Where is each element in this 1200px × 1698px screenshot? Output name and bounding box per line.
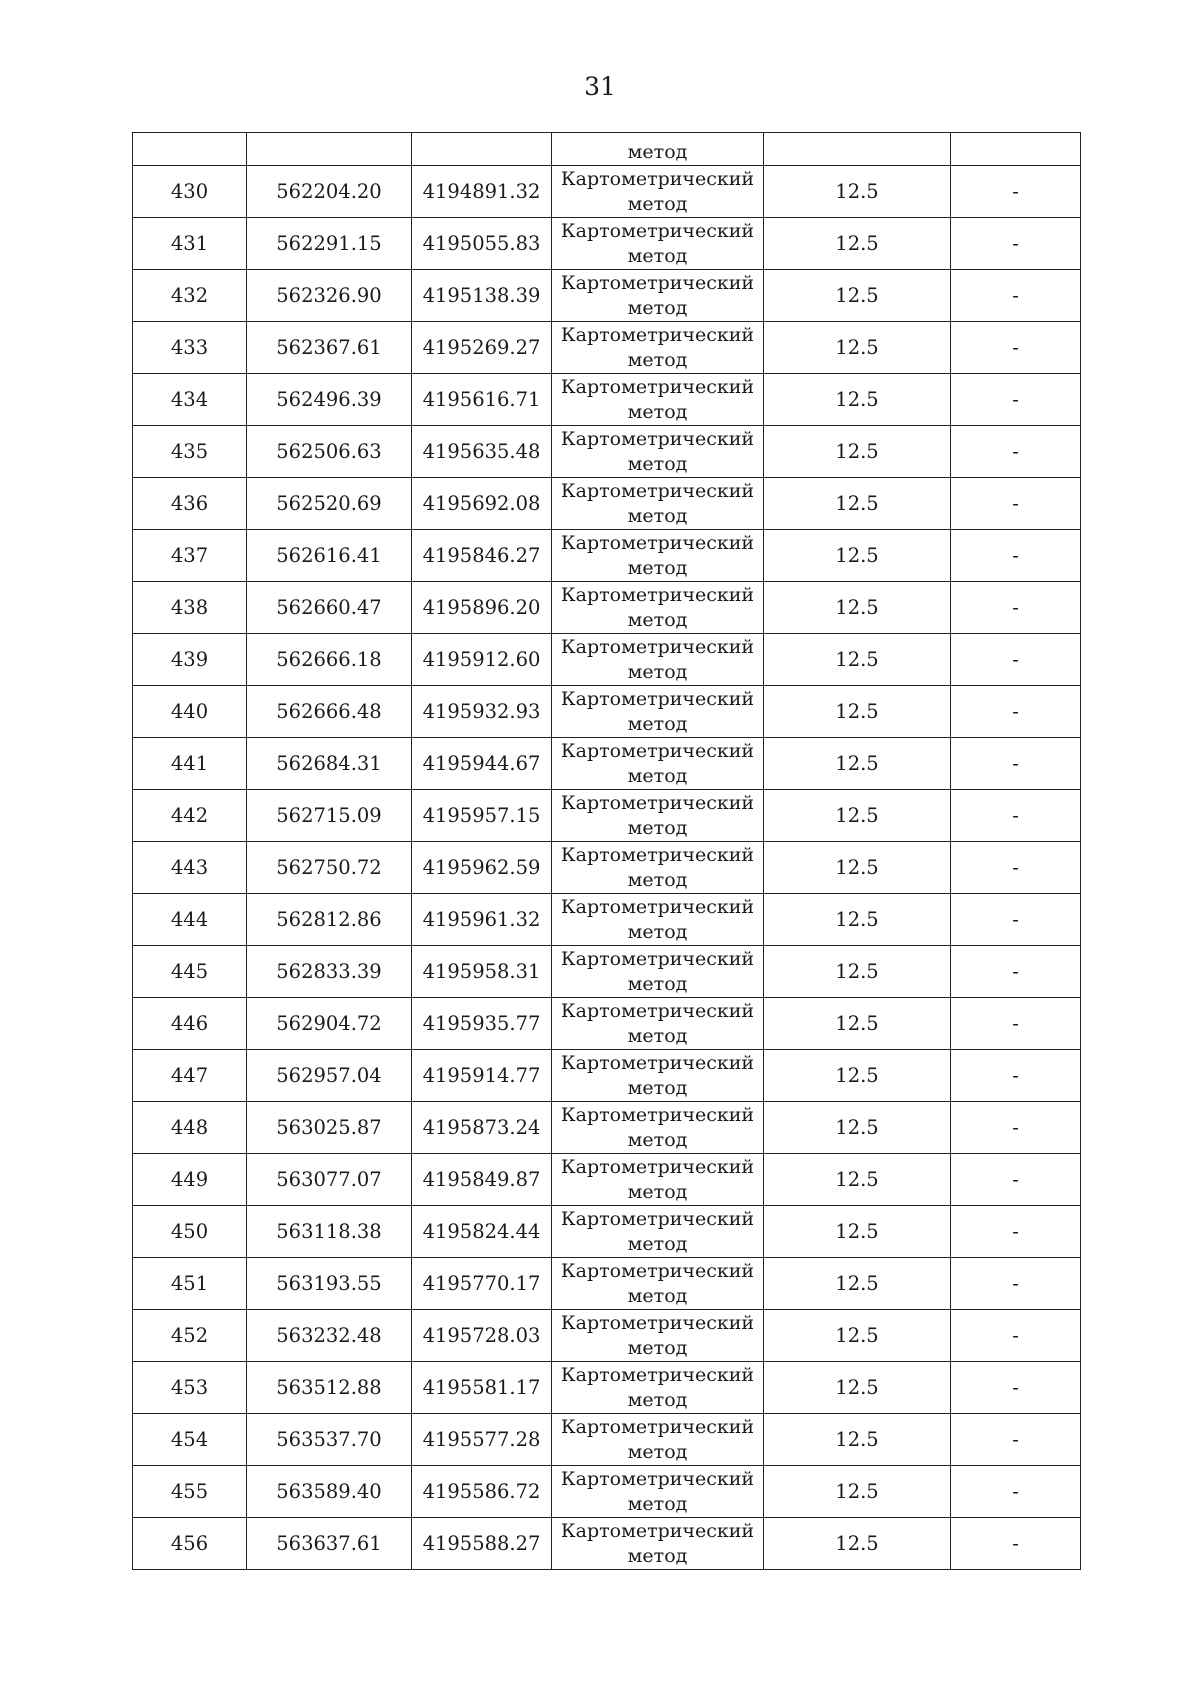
- table-row: [133, 218, 1081, 270]
- table-cell-accuracy: 12.5: [764, 1206, 951, 1258]
- coordinates-table: [132, 132, 1081, 1570]
- table-row: [133, 270, 1081, 322]
- table-cell-point-number: 448: [133, 1102, 247, 1154]
- table-cell-note: -: [951, 790, 1081, 842]
- table-cell-method: [552, 998, 764, 1050]
- table-cell-note: -: [951, 530, 1081, 582]
- table-cell-y: 4195138.39: [412, 270, 552, 322]
- table-cell-y: 4195944.67: [412, 738, 552, 790]
- table-cell-y: 4194891.32: [412, 166, 552, 218]
- table-row: [133, 1154, 1081, 1206]
- method-line-2: метод: [627, 764, 688, 787]
- table-cell-point-number: 452: [133, 1310, 247, 1362]
- table-cell-accuracy: 12.5: [764, 1466, 951, 1518]
- method-line-2: метод: [627, 868, 688, 891]
- table-row: [133, 790, 1081, 842]
- table-cell-point-number: 430: [133, 166, 247, 218]
- method-line-2: метод: [627, 608, 688, 631]
- table-cell-accuracy: 12.5: [764, 1258, 951, 1310]
- table-cell-y: 4195577.28: [412, 1414, 552, 1466]
- table-cell-y: 4195770.17: [412, 1258, 552, 1310]
- table-cell-accuracy: 12.5: [764, 1102, 951, 1154]
- table-cell-point-number: 455: [133, 1466, 247, 1518]
- method-line-1: Картометрический: [560, 999, 755, 1022]
- method-line-2: метод: [627, 1388, 688, 1411]
- table-cell-method: [552, 946, 764, 998]
- table-cell-method: [552, 1310, 764, 1362]
- table-cell-point-number: 436: [133, 478, 247, 530]
- table-cell-x: 563537.70: [247, 1414, 412, 1466]
- table-row: [133, 738, 1081, 790]
- table-cell-method: [552, 1362, 764, 1414]
- table-cell-accuracy: 12.5: [764, 894, 951, 946]
- method-line-1: Картометрический: [560, 635, 755, 658]
- method-line-1: Картометрический: [560, 583, 755, 606]
- table-cell-note: -: [951, 1258, 1081, 1310]
- table-cell-y: 4195846.27: [412, 530, 552, 582]
- table-row: [133, 686, 1081, 738]
- method-line-2: метод: [627, 244, 688, 267]
- table-cell-note: -: [951, 946, 1081, 998]
- method-line-2: метод: [627, 192, 688, 215]
- table-cell-point-number: 446: [133, 998, 247, 1050]
- table-row: [133, 530, 1081, 582]
- table-cell-y: 4195728.03: [412, 1310, 552, 1362]
- table-cell-accuracy: 12.5: [764, 322, 951, 374]
- table-cell-method: [552, 634, 764, 686]
- coordinates-table-body: [133, 133, 1081, 1570]
- table-cell-x: 562666.48: [247, 686, 412, 738]
- table-cell-y: 4195961.32: [412, 894, 552, 946]
- method-line-2: метод: [627, 556, 688, 579]
- table-cell-x: 563512.88: [247, 1362, 412, 1414]
- table-cell-accuracy: 12.5: [764, 738, 951, 790]
- table-row: [133, 842, 1081, 894]
- table-cell-method: [552, 218, 764, 270]
- table-cell-method: [552, 1154, 764, 1206]
- table-cell-accuracy: 12.5: [764, 998, 951, 1050]
- table-cell-point-number: 442: [133, 790, 247, 842]
- table-cell-y: 4195912.60: [412, 634, 552, 686]
- method-line-2: метод: [627, 296, 688, 319]
- table-cell-method: [552, 1050, 764, 1102]
- method-line-2: метод: [627, 920, 688, 943]
- table-cell-method: метод: [552, 133, 764, 166]
- table-row: [133, 582, 1081, 634]
- method-line-1: Картометрический: [560, 1207, 755, 1230]
- table-cell-y: 4195692.08: [412, 478, 552, 530]
- method-line-2: метод: [627, 1232, 688, 1255]
- table-cell-x: [247, 133, 412, 166]
- table-cell-x: 562666.18: [247, 634, 412, 686]
- table-row: [133, 374, 1081, 426]
- table-cell-method: [552, 322, 764, 374]
- method-line-1: Картометрический: [560, 1415, 755, 1438]
- table-cell-point-number: 440: [133, 686, 247, 738]
- table-cell-note: -: [951, 842, 1081, 894]
- table-cell-point-number: 437: [133, 530, 247, 582]
- table-cell-note: -: [951, 686, 1081, 738]
- method-line-1: Картометрический: [560, 1519, 755, 1542]
- table-cell-y: 4195616.71: [412, 374, 552, 426]
- method-line-1: Картометрический: [560, 427, 755, 450]
- table-cell-x: 563118.38: [247, 1206, 412, 1258]
- method-line-1: Картометрический: [560, 1155, 755, 1178]
- table-cell-note: -: [951, 634, 1081, 686]
- table-row: [133, 1050, 1081, 1102]
- table-cell-note: -: [951, 1206, 1081, 1258]
- table-cell-x: 562496.39: [247, 374, 412, 426]
- table-row: [133, 1310, 1081, 1362]
- table-cell-method: [552, 374, 764, 426]
- method-line-1: Картометрический: [560, 323, 755, 346]
- table-cell-note: -: [951, 1102, 1081, 1154]
- method-line-1: Картометрический: [560, 895, 755, 918]
- table-cell-note: [951, 133, 1081, 166]
- table-cell-method: [552, 270, 764, 322]
- method-line-1: Картометрический: [560, 843, 755, 866]
- table-cell-x: 562957.04: [247, 1050, 412, 1102]
- table-cell-accuracy: 12.5: [764, 946, 951, 998]
- table-row: [133, 1206, 1081, 1258]
- table-cell-y: 4195588.27: [412, 1518, 552, 1570]
- method-line-2: метод: [627, 400, 688, 423]
- table-cell-accuracy: 12.5: [764, 530, 951, 582]
- method-line-1: Картометрический: [560, 739, 755, 762]
- table-cell-x: 563193.55: [247, 1258, 412, 1310]
- method-line-1: Картометрический: [560, 687, 755, 710]
- table-cell-method: [552, 1206, 764, 1258]
- table-row: [133, 166, 1081, 218]
- table-cell-accuracy: 12.5: [764, 634, 951, 686]
- table-cell-method: [552, 1518, 764, 1570]
- table-cell-y: [412, 133, 552, 166]
- table-cell-method: [552, 842, 764, 894]
- table-cell-method: [552, 738, 764, 790]
- table-cell-accuracy: 12.5: [764, 1154, 951, 1206]
- table-cell-y: 4195824.44: [412, 1206, 552, 1258]
- method-line-2: метод: [627, 660, 688, 683]
- table-cell-note: -: [951, 1310, 1081, 1362]
- table-cell-method: [552, 530, 764, 582]
- method-line-1: Картометрический: [560, 167, 755, 190]
- table-cell-y: 4195269.27: [412, 322, 552, 374]
- table-cell-accuracy: 12.5: [764, 166, 951, 218]
- table-cell-x: 562367.61: [247, 322, 412, 374]
- table-cell-note: -: [951, 894, 1081, 946]
- table-cell-accuracy: 12.5: [764, 842, 951, 894]
- table-cell-x: 562204.20: [247, 166, 412, 218]
- method-line-2: метод: [627, 348, 688, 371]
- table-cell-point-number: 450: [133, 1206, 247, 1258]
- table-cell-x: 562506.63: [247, 426, 412, 478]
- table-cell-point-number: 453: [133, 1362, 247, 1414]
- table-cell-method: [552, 582, 764, 634]
- table-row: [133, 478, 1081, 530]
- method-line-2: метод: [627, 504, 688, 527]
- table-cell-point-number: 454: [133, 1414, 247, 1466]
- table-cell-point-number: 439: [133, 634, 247, 686]
- table-cell-y: 4195873.24: [412, 1102, 552, 1154]
- table-cell-note: -: [951, 166, 1081, 218]
- table-cell-point-number: 432: [133, 270, 247, 322]
- table-cell-x: 562833.39: [247, 946, 412, 998]
- table-cell-note: -: [951, 478, 1081, 530]
- table-row: [133, 322, 1081, 374]
- method-line-2: метод: [627, 1544, 688, 1567]
- table-cell-method: [552, 894, 764, 946]
- table-cell-accuracy: 12.5: [764, 790, 951, 842]
- table-cell-accuracy: 12.5: [764, 1414, 951, 1466]
- table-cell-point-number: 443: [133, 842, 247, 894]
- table-cell-note: -: [951, 582, 1081, 634]
- table-cell-y: 4195962.59: [412, 842, 552, 894]
- table-row: [133, 894, 1081, 946]
- table-cell-y: 4195849.87: [412, 1154, 552, 1206]
- method-line-2: метод: [627, 1076, 688, 1099]
- table-cell-accuracy: 12.5: [764, 1518, 951, 1570]
- table-cell-y: 4195935.77: [412, 998, 552, 1050]
- table-cell-point-number: [133, 133, 247, 166]
- table-cell-point-number: 438: [133, 582, 247, 634]
- table-cell-method: [552, 790, 764, 842]
- table-cell-y: 4195914.77: [412, 1050, 552, 1102]
- table-cell-accuracy: 12.5: [764, 374, 951, 426]
- table-cell-point-number: 444: [133, 894, 247, 946]
- method-line-1: Картометрический: [560, 375, 755, 398]
- table-row: [133, 1414, 1081, 1466]
- table-cell-point-number: 434: [133, 374, 247, 426]
- method-line-2: метод: [627, 1180, 688, 1203]
- table-row: [133, 426, 1081, 478]
- table-cell-x: 562326.90: [247, 270, 412, 322]
- method-line-1: Картометрический: [560, 219, 755, 242]
- table-cell-accuracy: 12.5: [764, 686, 951, 738]
- table-cell-x: 563025.87: [247, 1102, 412, 1154]
- table-row: [133, 634, 1081, 686]
- table-cell-y: 4195055.83: [412, 218, 552, 270]
- method-line-2: метод: [627, 1492, 688, 1515]
- table-cell-point-number: 456: [133, 1518, 247, 1570]
- method-line-2: метод: [627, 1024, 688, 1047]
- method-line-2: метод: [627, 712, 688, 735]
- method-line-1: Картометрический: [560, 479, 755, 502]
- table-cell-x: 562660.47: [247, 582, 412, 634]
- table-cell-method: [552, 1466, 764, 1518]
- table-cell-note: -: [951, 1362, 1081, 1414]
- method-line-2: метод: [627, 1440, 688, 1463]
- table-cell-x: 562291.15: [247, 218, 412, 270]
- method-line-1: Картометрический: [560, 271, 755, 294]
- table-cell-y: 4195635.48: [412, 426, 552, 478]
- table-cell-y: 4195581.17: [412, 1362, 552, 1414]
- table-cell-accuracy: [764, 133, 951, 166]
- table-cell-x: 563232.48: [247, 1310, 412, 1362]
- table-row: [133, 1466, 1081, 1518]
- table-cell-method: [552, 1258, 764, 1310]
- table-cell-note: -: [951, 1154, 1081, 1206]
- table-cell-x: 562750.72: [247, 842, 412, 894]
- method-line-2: метод: [627, 816, 688, 839]
- table-cell-point-number: 441: [133, 738, 247, 790]
- table-cell-y: 4195896.20: [412, 582, 552, 634]
- table-cell-accuracy: 12.5: [764, 478, 951, 530]
- method-line-1: Картометрический: [560, 1051, 755, 1074]
- table-cell-accuracy: 12.5: [764, 1310, 951, 1362]
- table-cell-accuracy: 12.5: [764, 426, 951, 478]
- table-cell-method: [552, 426, 764, 478]
- table-cell-note: -: [951, 1466, 1081, 1518]
- table-cell-y: 4195932.93: [412, 686, 552, 738]
- table-cell-note: -: [951, 1050, 1081, 1102]
- table-cell-method: [552, 1102, 764, 1154]
- table-cell-x: 563077.07: [247, 1154, 412, 1206]
- table-row: [133, 946, 1081, 998]
- table-cell-accuracy: 12.5: [764, 1362, 951, 1414]
- table-cell-x: 562812.86: [247, 894, 412, 946]
- table-cell-note: -: [951, 374, 1081, 426]
- table-cell-method: [552, 686, 764, 738]
- table-row: [133, 998, 1081, 1050]
- table-cell-point-number: 451: [133, 1258, 247, 1310]
- method-line-1: Картометрический: [560, 791, 755, 814]
- table-cell-note: -: [951, 1414, 1081, 1466]
- method-line-1: Картометрический: [560, 531, 755, 554]
- table-cell-x: 563589.40: [247, 1466, 412, 1518]
- table-cell-note: -: [951, 738, 1081, 790]
- method-line-1: Картометрический: [560, 947, 755, 970]
- table-row: [133, 1518, 1081, 1570]
- method-line-2: метод: [627, 452, 688, 475]
- table-cell-method: [552, 166, 764, 218]
- table-cell-point-number: 433: [133, 322, 247, 374]
- method-line-1: Картометрический: [560, 1311, 755, 1334]
- table-cell-note: -: [951, 1518, 1081, 1570]
- method-line-2: метод: [627, 1336, 688, 1359]
- method-line-2: метод: [627, 972, 688, 995]
- table-cell-method: [552, 478, 764, 530]
- table-cell-y: 4195586.72: [412, 1466, 552, 1518]
- table-cell-x: 562904.72: [247, 998, 412, 1050]
- table-cell-point-number: 447: [133, 1050, 247, 1102]
- method-line-1: Картометрический: [560, 1467, 755, 1490]
- method-line-2: метод: [627, 1128, 688, 1151]
- table-cell-accuracy: 12.5: [764, 1050, 951, 1102]
- table-cell-method: [552, 1414, 764, 1466]
- table-cell-accuracy: 12.5: [764, 582, 951, 634]
- page-number: 31: [584, 72, 616, 101]
- table-cell-note: -: [951, 322, 1081, 374]
- table-cell-note: -: [951, 270, 1081, 322]
- method-line-1: Картометрический: [560, 1363, 755, 1386]
- table-cell-x: 563637.61: [247, 1518, 412, 1570]
- table-cell-note: -: [951, 426, 1081, 478]
- continuation-row: [133, 133, 1081, 166]
- table-cell-point-number: 431: [133, 218, 247, 270]
- table-row: [133, 1362, 1081, 1414]
- table-cell-x: 562520.69: [247, 478, 412, 530]
- table-cell-y: 4195958.31: [412, 946, 552, 998]
- table-row: [133, 1102, 1081, 1154]
- table-cell-x: 562616.41: [247, 530, 412, 582]
- table-cell-accuracy: 12.5: [764, 218, 951, 270]
- table-cell-y: 4195957.15: [412, 790, 552, 842]
- table-cell-x: 562684.31: [247, 738, 412, 790]
- table-cell-point-number: 449: [133, 1154, 247, 1206]
- method-line-2: метод: [627, 1284, 688, 1307]
- table-row: [133, 1258, 1081, 1310]
- method-line-1: Картометрический: [560, 1103, 755, 1126]
- table-cell-note: -: [951, 998, 1081, 1050]
- method-line-1: Картометрический: [560, 1259, 755, 1282]
- table-cell-note: -: [951, 218, 1081, 270]
- table-cell-accuracy: 12.5: [764, 270, 951, 322]
- table-cell-point-number: 445: [133, 946, 247, 998]
- table-cell-point-number: 435: [133, 426, 247, 478]
- table-cell-x: 562715.09: [247, 790, 412, 842]
